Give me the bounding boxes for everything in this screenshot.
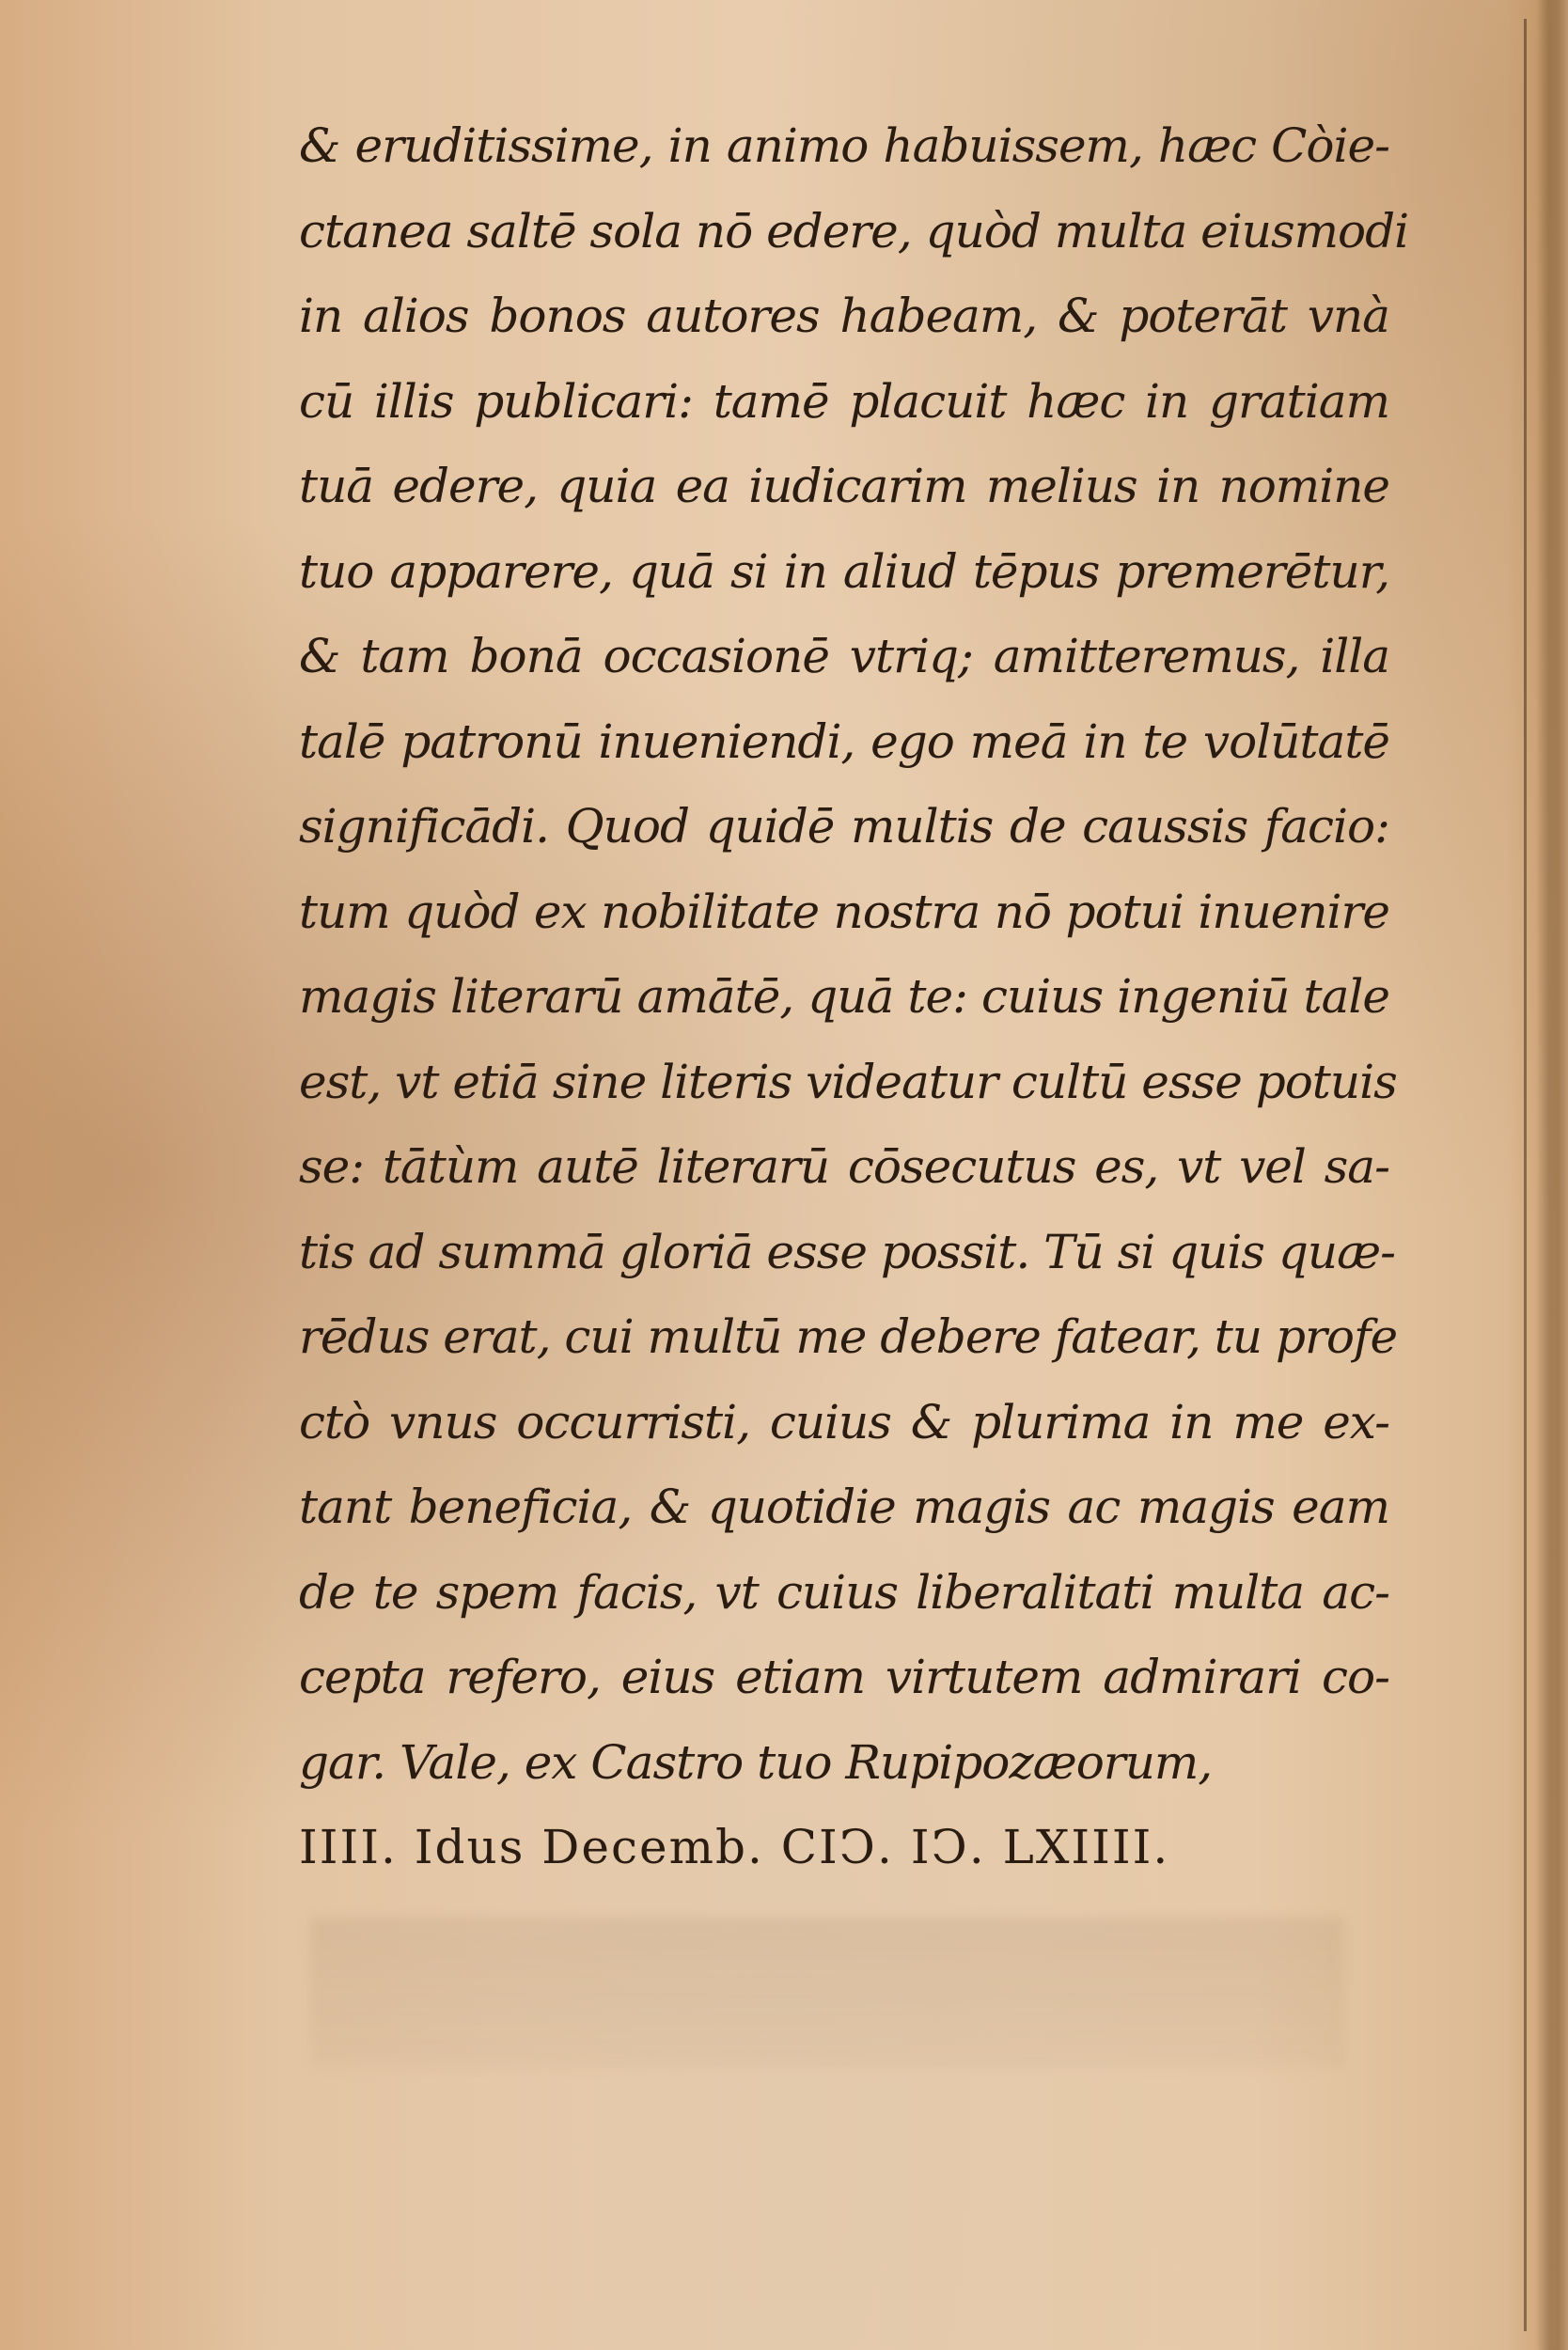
text-line-12: est, vt etiā sine literis videatur cultū esse potuis <box>299 1054 1397 1109</box>
text-line-2: ctanea saltē sola nō edere, quòd multa eiusmodi <box>299 203 1409 258</box>
text-line-17: tant beneficia, & quotidie magis ac magis eam <box>299 1480 1389 1534</box>
text-line-4: cū illis publicari: tamē placuit hæc in gratiam <box>299 373 1389 429</box>
text-line-14: tis ad summā gloriā esse possit. Tū si quis quæ- <box>299 1224 1395 1279</box>
text-block <box>299 103 1409 1890</box>
valediction-line: gar. Vale, ex Castro tuo Rupipozæorum, <box>299 1734 1213 1790</box>
text-line-18: de te spem facis, vt cuius liberalitati multa ac- <box>299 1564 1389 1620</box>
text-line-13: se: tātùm autē literarū cōsecutus es, vt vel sa- <box>299 1139 1389 1194</box>
text-line-8: talē patronū inueniendi, ego meā in te volūtatē <box>299 713 1389 769</box>
text-line-10: tum quòd ex nobilitate nostra nō potui inuenire <box>299 884 1389 939</box>
text-line-3: in alios bonos autores habeam, & poterāt vnà <box>299 289 1389 343</box>
date-line: IIII. Idus Decemb. CIↃ. IↃ. LXIIII. <box>299 1820 1170 1874</box>
show-through-stain <box>310 1918 1344 2068</box>
page-fore-edge <box>1536 0 1568 2350</box>
text-line-19: cepta refero, eius etiam virtutem admirari co- <box>299 1650 1389 1704</box>
text-line-7: & tam bonā occasionē vtriq; amitteremus, illa <box>299 629 1389 683</box>
text-line-15: rēdus erat, cui multū me debere fatear, tu profe <box>299 1309 1398 1364</box>
text-line-6: tuo apparere, quā si in aliud tēpus premerētur, <box>299 543 1389 599</box>
text-line-16: ctò vnus occurristi, cuius & plurima in me ex- <box>299 1394 1389 1449</box>
text-line-1: & eruditissime, in animo habuissem, hæc Còie- <box>299 118 1389 173</box>
text-line-9: significādi. Quod quidē multis de caussis facio: <box>299 799 1389 854</box>
page-edge-shadow <box>1524 19 1527 2331</box>
text-line-11: magis literarū amātē, quā te: cuius ingeniū tale <box>299 969 1389 1024</box>
text-line-5: tuā edere, quia ea iudicarim melius in nomine <box>299 459 1389 513</box>
